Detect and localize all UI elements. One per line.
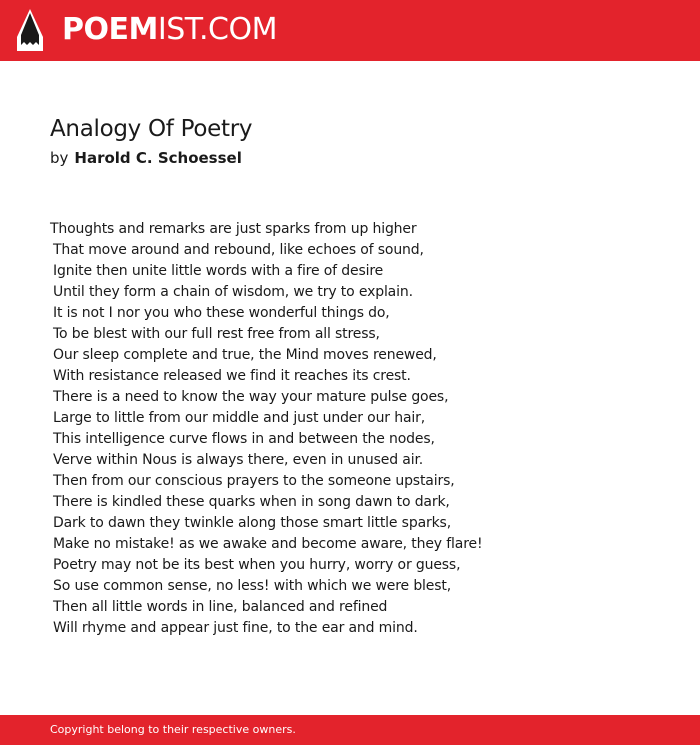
- poem-line: Then all little words in line, balanced and refined: [53, 599, 388, 615]
- poem-line: Dark to dawn they twinkle along those smart little sparks,: [53, 515, 452, 531]
- site-footer: [0, 715, 700, 745]
- site-logo-link[interactable]: [62, 12, 277, 48]
- poem-line: With resistance released we find it reaches its crest.: [53, 368, 411, 384]
- poem-line: Poetry may not be its best when you hurry, worry or guess,: [53, 557, 461, 573]
- poem-line: Then from our conscious prayers to the someone upstairs,: [53, 473, 455, 489]
- poem-line: Thoughts and remarks are just sparks from up higher: [50, 221, 417, 237]
- poem-line: Will rhyme and appear just fine, to the ear and mind.: [53, 620, 418, 636]
- poem-line: There is kindled these quarks when in song dawn to dark,: [53, 494, 450, 510]
- poem-line: Ignite then unite little words with a fire of desire: [53, 263, 384, 279]
- brand-light: IST.COM: [157, 12, 277, 47]
- poem-line: So use common sense, no less! with which we were blest,: [53, 578, 452, 594]
- pencil-icon[interactable]: [17, 9, 43, 51]
- poem-title: Analogy Of Poetry: [50, 116, 253, 142]
- poem-line: Our sleep complete and true, the Mind moves renewed,: [53, 347, 437, 363]
- poem-line: Large to little from our middle and just under our hair,: [53, 410, 426, 426]
- copyright-text: Copyright belong to their respective owners.: [50, 723, 296, 736]
- byline: [50, 149, 242, 167]
- poem-body: [50, 219, 670, 639]
- author-name: Harold C. Schoessel: [74, 149, 242, 167]
- by-label: by: [50, 149, 69, 167]
- brand-bold: POEM: [62, 12, 158, 47]
- poem-line: It is not I nor you who these wonderful things do,: [53, 305, 390, 321]
- poem-line: Make no mistake! as we awake and become aware, they flare!: [53, 536, 483, 552]
- poem-line: Verve within Nous is always there, even in unused air.: [53, 452, 424, 468]
- poem-line: This intelligence curve flows in and between the nodes,: [53, 431, 435, 447]
- poem-line: To be blest with our full rest free from all stress,: [53, 326, 380, 342]
- site-header: [0, 0, 700, 61]
- poem-line: Until they form a chain of wisdom, we try to explain.: [53, 284, 413, 300]
- poem-line: That move around and rebound, like echoes of sound,: [53, 242, 424, 258]
- poem-line: There is a need to know the way your mature pulse goes,: [53, 389, 449, 405]
